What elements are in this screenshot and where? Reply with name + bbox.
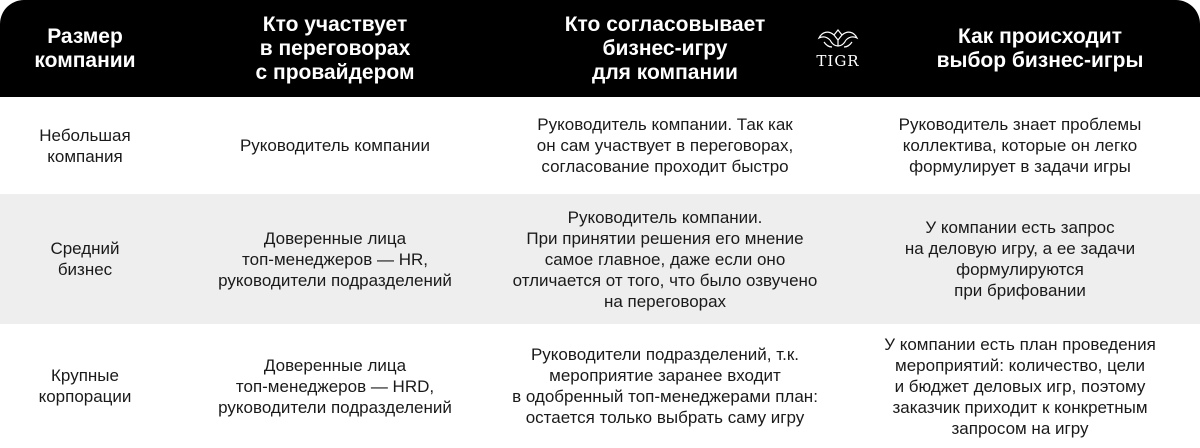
table-header xyxy=(0,0,1200,97)
table-row xyxy=(0,194,1200,324)
cell-company-size: Средний бизнес xyxy=(50,239,120,279)
header-company-size: Размер компании xyxy=(34,24,136,72)
cell-selection: Руководитель знает проблемы коллектива, которые он легко формулирует в задачи игры xyxy=(898,115,1142,176)
header-game-selection: Как происходит выбор бизнес-игры xyxy=(936,24,1144,72)
cell-selection: У компании есть запрос на деловую игру, а ее задачи формулируются при брифовании xyxy=(904,218,1136,300)
cell-company-size: Крупные корпорации xyxy=(38,366,132,406)
cell-company-size: Небольшая компания xyxy=(39,125,131,166)
header-negotiation-participants: Кто участвует в переговорах с провайдером xyxy=(255,12,415,84)
cell-approver: Руководитель компании. При принятии решения его мнение самое главное, даже если оно отличается от того, что было озвучено на переговорах xyxy=(512,207,818,311)
cell-participants: Доверенные лица топ-менеджеров — HR, руководители подразделений xyxy=(218,228,452,290)
tigr-logo xyxy=(810,26,866,76)
tiger-emblem-icon xyxy=(814,26,862,50)
header-game-approver: Кто согласовывает бизнес-игру для компании xyxy=(564,12,766,84)
cell-approver: Руководитель компании. Так как он сам участвует в переговорах, согласование проходит быстро xyxy=(536,115,794,176)
cell-participants: Доверенные лица топ-менеджеров — HRD, руководители подразделений xyxy=(218,355,452,417)
table-row xyxy=(0,97,1200,194)
cell-approver: Руководители подразделений, т.к. мероприятие заранее входит в одобренный топ-менеджерами план: остается только выбрать саму игру xyxy=(512,345,818,427)
cell-selection: У компании есть план проведения мероприятий: количество, цели и бюджет деловых игр, поэтому заказчик приходит к конкретным запросом на игру xyxy=(884,334,1156,438)
cell-participants: Руководитель компании xyxy=(239,136,431,155)
table-row xyxy=(0,324,1200,448)
logo-text: TIGR xyxy=(816,52,860,70)
